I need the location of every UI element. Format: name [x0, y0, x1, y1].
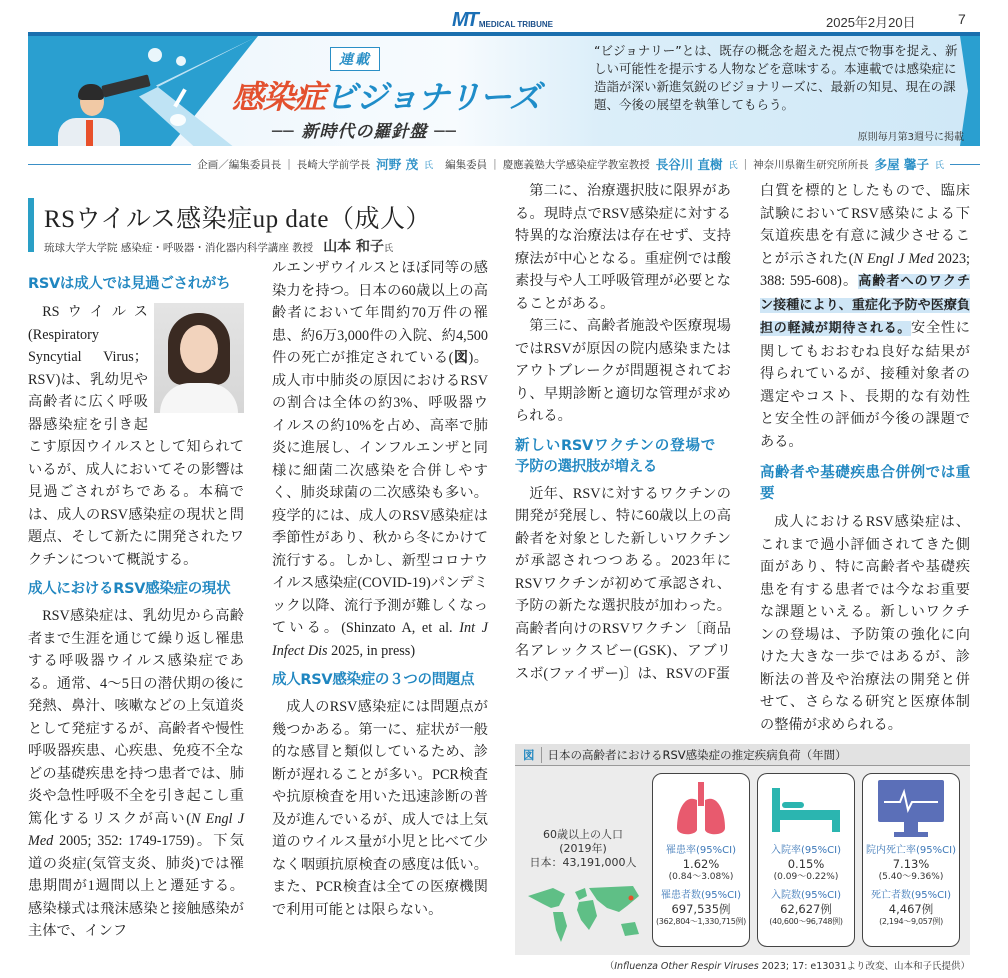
- page-number: 7: [958, 11, 966, 27]
- series-subtitle: ── 新時代の羅針盤 ──: [272, 122, 457, 142]
- rate-ci: (0.09～0.22%): [773, 872, 839, 882]
- section-heading: 新しいRSVワクチンの登場で予防の選択肢が増える: [515, 437, 715, 475]
- series-title-red: 感染症: [232, 78, 326, 116]
- planning-affiliation: 長崎大学前学長: [296, 158, 371, 171]
- divider: [28, 164, 191, 165]
- editor2-name: 多屋 馨子: [874, 157, 929, 172]
- editors-line: 企画／編集委員長 | 長崎大学前学長 河野 茂 氏 編集委員 | 慶應義塾大学感染症学教室教授 長谷川 直樹 氏 | 神奈川県衛生研究所所長 多屋 馨子 氏: [28, 155, 980, 173]
- paragraph: 成人のRSV感染症には問題点が幾つかある。第一に、症状が一般的な感冒と類似しているため、診断が遅れることが多い。PCR検査や抗原検査を用いた迅速診断の普及が進んでいるが、成人では上気道のウイルス量が小児と比べて少なく咽頭抗原検査の感度は低い。また、PCR検査は全ての医療機関で利用可能とは限らない。: [272, 699, 488, 918]
- editor2-affiliation: 神奈川県衛生研究所所長: [753, 158, 869, 171]
- population-info: [517, 828, 649, 870]
- world-map-icon: [523, 882, 648, 947]
- editor1-affiliation: 慶應義塾大学感染症学教室教授: [502, 158, 650, 171]
- divider: [950, 164, 980, 165]
- paragraph: 白質を標的としたもので、臨床試験においてRSV感染による下気道疾患を有意に減少させることが示された(N Engl J Med 2023; 388: 595-608)。高齢者へのワクチン接種により、重症化予防や医療負担の軽減が期待される。安全性に関してもおおむね良好な結果が得られているが、接種対象者の選定やコスト、長期的な有効性と安全性の評価が今後の課題である。: [760, 183, 970, 450]
- count-label: 死亡者数(95%CI): [871, 890, 951, 901]
- editor-role: 編集委員: [445, 158, 488, 171]
- rate-label: 入院率(95%CI): [771, 845, 841, 856]
- article-column-4: [760, 180, 970, 736]
- title-accent-bar: [28, 198, 34, 252]
- count-ci: (2,194～9,057例): [879, 917, 943, 926]
- right-area: [515, 180, 970, 972]
- rate-value: 1.62%: [682, 857, 720, 871]
- figure-title: 日本の高齢者におけるRSV感染症の推定疾病負荷（年間）: [547, 747, 847, 762]
- highlighted-text: 高齢者へのワクチン接種により、重症化予防や医療負担の軽減が期待される。: [760, 274, 970, 336]
- article-column-3: [515, 180, 731, 685]
- paragraph: 第二に、治療選択肢に限界がある。現時点でRSV感染症に対する特異的な治療法は存在せず、支持療法が中心となる。重症例では酸素投与や人工呼吸管理が必要となることがある。: [515, 183, 731, 312]
- rate-label: 罹患率(95%CI): [666, 845, 736, 856]
- honorific: 氏: [384, 244, 394, 254]
- honorific: 氏: [934, 160, 944, 171]
- person-tie: [86, 120, 93, 146]
- burden-card: [757, 773, 855, 947]
- author-line: [44, 236, 393, 256]
- rate-ci: (0.84～3.08%): [668, 872, 734, 882]
- count-value: 697,535例: [671, 902, 731, 916]
- series-schedule-note: 原則毎月第3週号に掲載: [857, 132, 964, 143]
- article-column-1: [28, 274, 244, 943]
- planning-name: 河野 茂: [376, 157, 419, 172]
- count-ci: (362,804～1,330,715例): [655, 917, 747, 926]
- masthead-logo: [452, 9, 553, 32]
- figure-panel: [515, 744, 970, 955]
- rate-value: 7.13%: [892, 857, 930, 871]
- issue-date: 2025年2月20日: [826, 15, 916, 30]
- figure-header: [515, 744, 970, 766]
- count-label: 入院数(95%CI): [771, 890, 841, 901]
- series-description-block: [594, 42, 964, 146]
- series-description: “ビジョナリー”とは、既存の概念を超えた視点で物事を捉え、新しい可能性を提示する人物などを意味する。本連載では感染症に造詣が深い新進気鋭のビジョナリーズに、最新の知見、現在の課題、今後の展望を執筆してもらう。: [594, 43, 958, 112]
- paragraph: 第三に、高齢者施設や医療現場ではRSVが原因の院内感染またはアウトブレークが問題視されており、早期診断と適切な管理が求められる。: [515, 318, 731, 424]
- count-label: 罹患者数(95%CI): [661, 890, 741, 901]
- population-year: (2019年): [559, 842, 607, 855]
- burden-card: [652, 773, 750, 947]
- article-column-2: [272, 257, 488, 921]
- paragraph: RSV感染症は、乳幼児から高齢者まで生涯を通じて繰り返し罹患する呼吸器ウイルス感染症である。通常、4～5日の潜伏期の後に発熱、鼻汁、咳嗽などの上気道炎として発症するが、高齢者や慢性呼吸器疾患、心疾患、免疫不全などの基礎疾患を持つ患者では、肺炎や急性呼吸不全を引き起こし重篤化するリスクが高い(N Engl J Med 2005; 352: 1749-1759)。下気道の炎症(気管支炎、肺炎)では罹患期間が1週間以上と遷延する。感染様式は飛沫感染と接触感染が主体で、インフ: [28, 608, 244, 939]
- paragraph: 近年、RSVに対するワクチンの開発が発展し、特に60歳以上の高齢者を対象とした新しいワクチンが承認されつつある。2023年にRSVワクチンが初めて承認され、予防の新たな選択肢が加わった。高齢者向けのRSVワクチン〔商品名アレックスビー(GSK)、アブリスボ(ファイザー)〕は、RSVのF蛋: [515, 485, 731, 682]
- article-title: RSウイルス感染症up date（成人）: [44, 206, 431, 233]
- section-heading: 成人RSV感染症の３つの問題点: [272, 672, 475, 688]
- author-affiliation: 琉球大学大学院 感染症・呼吸器・消化器内科学講座 教授: [44, 242, 314, 254]
- planning-role: 企画／編集委員長: [197, 158, 282, 171]
- count-value: 4,467例: [888, 902, 934, 916]
- heart-monitor-icon: [863, 774, 959, 844]
- author-photo: [154, 303, 244, 413]
- rate-ci: (5.40～9.36%): [878, 872, 944, 882]
- rate-label: 院内死亡率(95%CI): [866, 845, 956, 856]
- right-columns: [515, 180, 970, 736]
- figure-label: 図: [523, 747, 542, 763]
- person-hair: [78, 84, 104, 100]
- count-value: 62,627例: [780, 902, 832, 916]
- author-name: 山本 和子: [323, 239, 385, 255]
- logo-text: MEDICAL TRIBUNE: [478, 20, 553, 29]
- lungs-icon: [653, 774, 749, 844]
- section-heading: RSVは成人では見過ごされがち: [28, 276, 231, 292]
- series-badge: 連載: [330, 47, 380, 71]
- paragraph: ルエンザウイルスとほぼ同等の感染力を持つ。日本の60歳以上の高齢者において年間約70万件の罹患、約6万3,000件の入院、約4,500件の死亡が推定されている(図)。成人市中肺炎の原因におけるRSVの割合は全体の約3%、呼吸器ウイルスの約10%を占め、高率で肺炎に進展し、インフルエンザと同様に細菌二次感染を合併しやすく、肺炎球菌の二次感染も多い。疫学的には、成人のRSV感染症は季節性があり、秋から冬にかけて流行する。しかし、新型コロナウイルス感染症(COVID-19)パンデミック以降、流行予測が難しくなっている。(Shinzato A, et al. Int J Infect Dis 2025, in press): [272, 260, 488, 659]
- section-heading: 高齢者や基礎疾患合併例では重要: [760, 465, 970, 502]
- logo-mark: MT: [452, 9, 477, 31]
- rate-value: 0.15%: [787, 857, 825, 871]
- paragraph: RSウイルス(Respiratory Syncytial Virus；RSV)は、乳幼児や高齢者に広く呼吸器感染症を引き起こす原因ウイルスとして知られているが、成人においてその影響は見過ごされがちである。本稿では、成人のRSV感染症の現状と問題点、そして新たに開発されたワクチンについて概説する。: [28, 304, 244, 568]
- editor1-name: 長谷川 直樹: [655, 157, 723, 172]
- paragraph: 成人におけるRSV感染症は、これまで過小評価されてきた側面があり、特に高齢者や基礎疾患を有する患者では今なお重要な課題といえる。新しいワクチンの登場は、予防策の強化に向けた大きな一歩ではあるが、診断法の普及や治療法の開発と併せて、さらなる研究と医療体制の整備が求められる。: [760, 514, 970, 733]
- burden-card: [862, 773, 960, 947]
- population-value: 日本：43,191,000人: [529, 856, 637, 869]
- series-title: [232, 72, 540, 118]
- section-heading: 成人におけるRSV感染症の現状: [28, 581, 231, 597]
- bacteria-icon: [170, 114, 186, 126]
- count-ci: (40,600～96,748例): [769, 917, 843, 926]
- honorific: 氏: [424, 160, 434, 171]
- series-title-blue: ビジョナリーズ: [325, 78, 540, 116]
- population-label: 60歳以上の人口: [543, 828, 623, 841]
- honorific: 氏: [728, 160, 738, 171]
- virus-icon: [176, 56, 186, 66]
- hospital-bed-icon: [758, 774, 854, 844]
- figure-caption: （Influenza Other Respir Viruses 2023; 17: e13031より改変、山本和子氏提供）: [604, 961, 970, 972]
- virus-icon: [148, 48, 162, 62]
